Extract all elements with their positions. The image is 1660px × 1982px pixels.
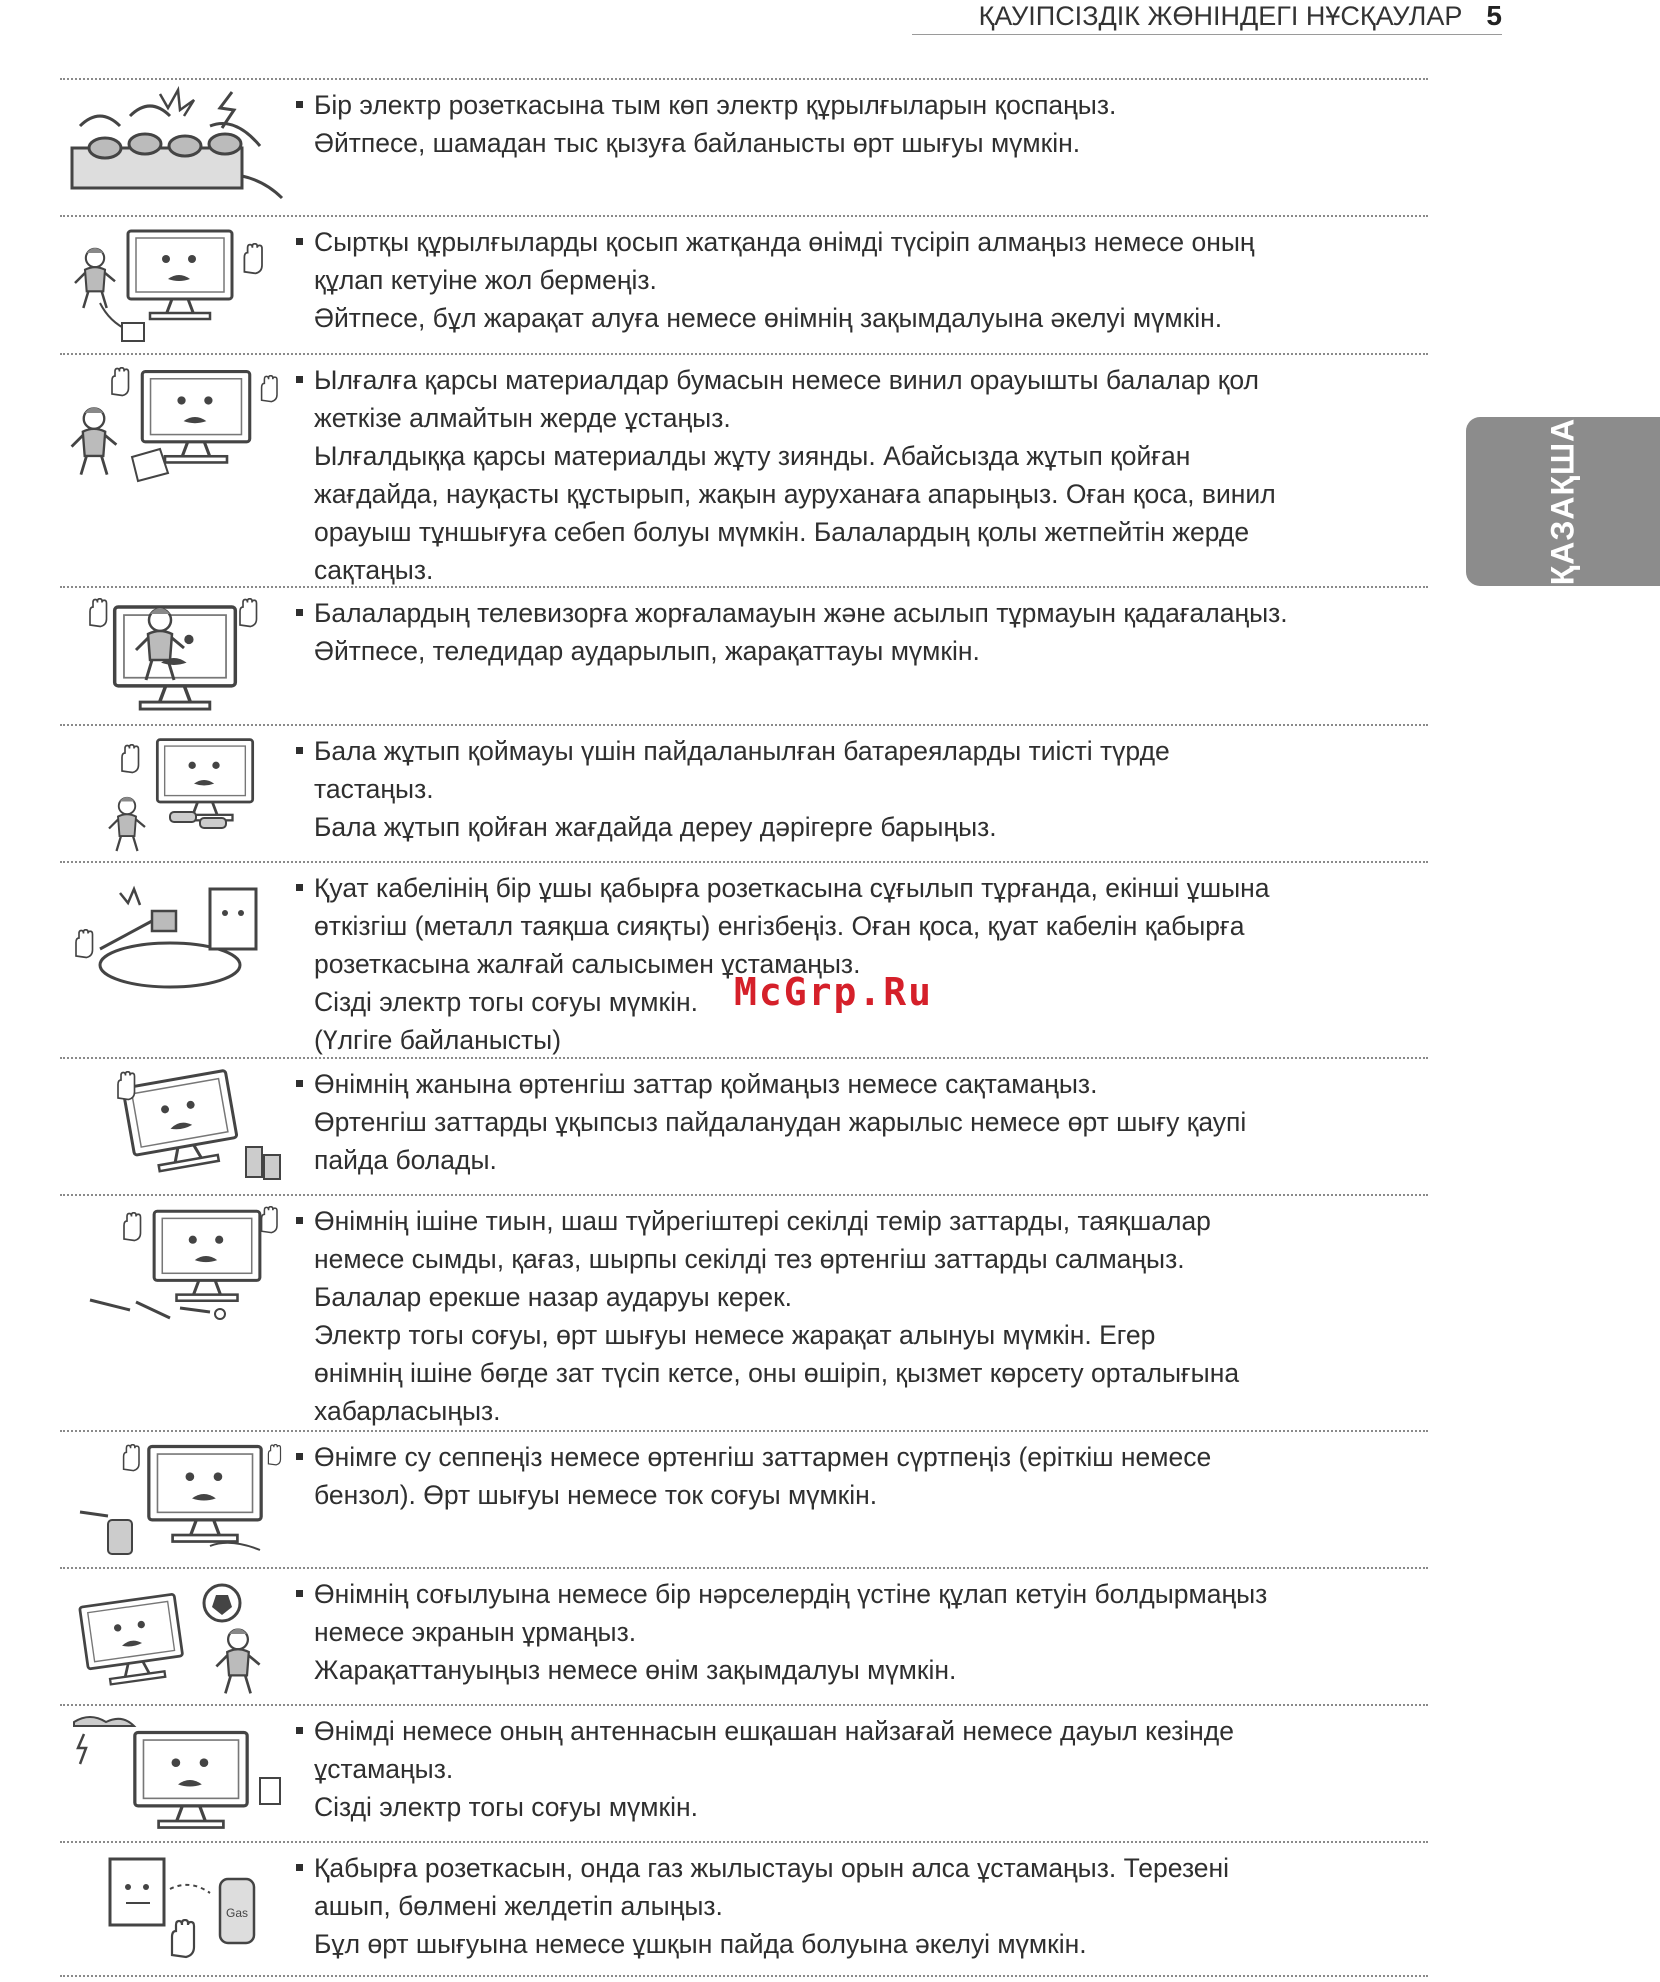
instruction-line: Ылғалдыққа қарсы материалды жұту зиянды. Абайсызда жұтып қойған: [314, 441, 1191, 471]
instruction-text: [314, 1202, 1424, 1430]
instruction-line: немесе сымды, қағаз, шырпы секілді тез өртенгіш заттарды салмаңыз.: [314, 1244, 1185, 1274]
instruction-line: сақтаңыз.: [314, 555, 434, 585]
instruction-line: Сізді электр тогы соғуы мүмкін.: [314, 1792, 699, 1822]
power-cable-conductor-illustration: [60, 869, 286, 993]
instruction-row: [60, 861, 1428, 1057]
instruction-line: хабарласыңыз.: [314, 1396, 501, 1426]
instruction-row: [60, 1704, 1428, 1841]
power-strip-overload-illustration: [60, 86, 286, 210]
instruction-line: Өнімді немесе оның антеннасын ешқашан найзағай немесе дауыл кезінде: [314, 1716, 1234, 1746]
instruction-text: [314, 1575, 1424, 1689]
flammable-materials-illustration: [60, 1065, 286, 1189]
instruction-line: Балалардың телевизорға жорғаламауын және асылып тұрмауын қадағалаңыз.: [314, 598, 1288, 628]
language-tab[interactable]: [1466, 417, 1660, 586]
instruction-text: [314, 1438, 1424, 1514]
header-rule: [912, 34, 1502, 35]
instruction-row: [60, 1567, 1428, 1704]
instruction-line: ұстамаңыз.: [314, 1754, 454, 1784]
instruction-row: [60, 1194, 1428, 1430]
watermark: McGrp.Ru: [734, 970, 934, 1014]
bullet-icon: [296, 1453, 303, 1460]
instruction-row: [60, 78, 1428, 215]
instruction-row: [60, 724, 1428, 861]
bullet-icon: [296, 101, 303, 108]
instruction-line: Электр тогы соғуы, өрт шығуы немесе жарақат алынуы мүмкін. Егер: [314, 1320, 1156, 1350]
tv-falling-illustration: [60, 223, 286, 347]
instruction-line: құлап кетуіне жол бермеңіз.: [314, 265, 657, 295]
child-climbing-tv-illustration: [60, 594, 286, 718]
child-batteries-illustration: [60, 732, 286, 856]
instruction-line: Әйтпесе, теледидар аударылып, жарақаттауы мүмкін.: [314, 636, 980, 666]
instruction-row: [60, 1841, 1428, 1977]
bullet-icon: [296, 238, 303, 245]
instruction-line: Жарақаттануыңыз немесе өнім зақымдалуы мүмкін.: [314, 1655, 957, 1685]
page-header: [979, 0, 1502, 32]
bullet-icon: [296, 609, 303, 616]
bullet-icon: [296, 1590, 303, 1597]
instruction-line: Өртенгіш заттарды ұқыпсыз пайдаланудан жарылыс немесе өрт шығу қаупі: [314, 1107, 1247, 1137]
instruction-line: Әйтпесе, шамадан тыс қызуға байланысты өрт шығуы мүмкін.: [314, 128, 1081, 158]
instruction-line: Бала жұтып қоймауы үшін пайдаланылған батареяларды тиісті түрде: [314, 736, 1170, 766]
instruction-text: [314, 86, 1424, 162]
instruction-line: тастаңыз.: [314, 774, 434, 804]
instruction-row: [60, 353, 1428, 586]
instruction-line: бензол). Өрт шығуы немесе ток соғуы мүмкін.: [314, 1480, 878, 1510]
instruction-line: орауыш тұншығуға себеп болуы мүмкін. Балалардың қолы жетпейтін жерде: [314, 517, 1250, 547]
safety-instructions-list: [60, 78, 1428, 1977]
instruction-line: розеткасына жалғай салысымен ұстамаңыз.: [314, 949, 861, 979]
instruction-line: Сізді электр тогы соғуы мүмкін.: [314, 987, 699, 1017]
instruction-line: Өнімнің соғылуына немесе бір нәрселердің үстіне құлап кетуін болдырмаңыз: [314, 1579, 1268, 1609]
instruction-line: (Үлгіге байланысты): [314, 1025, 562, 1055]
instruction-line: Қуат кабелінің бір ұшы қабырға розеткасына сұғылып тұрғанда, екінші ұшына: [314, 873, 1270, 903]
instruction-line: Бір электр розеткасына тым көп электр құрылғыларын қоспаңыз.: [314, 90, 1117, 120]
instruction-row: [60, 1057, 1428, 1194]
instruction-line: жеткізе алмайтын жерде ұстаңыз.: [314, 403, 731, 433]
instruction-row: [60, 215, 1428, 353]
instruction-text: [314, 869, 1424, 1059]
instruction-line: пайда болады.: [314, 1145, 497, 1175]
bullet-icon: [296, 747, 303, 754]
bullet-icon: [296, 376, 303, 383]
instruction-line: Өнімге су сеппеңіз немесе өртенгіш заттармен сүртпеңіз (еріткіш немесе: [314, 1442, 1212, 1472]
instruction-row: [60, 586, 1428, 724]
instruction-line: немесе экранын ұрмаңыз.: [314, 1617, 637, 1647]
lightning-storm-illustration: [60, 1712, 286, 1836]
child-packaging-illustration: [60, 361, 286, 491]
page-number: 5: [1486, 0, 1502, 31]
instruction-line: Өнімнің жанына өртенгіш заттар қоймаңыз немесе сақтамаңыз.: [314, 1069, 1098, 1099]
instruction-line: Бұл өрт шығуына немесе ұшқын пайда болуына әкелуі мүмкін.: [314, 1929, 1087, 1959]
impact-ball-illustration: [60, 1575, 286, 1699]
instruction-line: Қабырға розеткасын, онда газ жылыстауы орын алса ұстамаңыз. Терезені: [314, 1853, 1230, 1883]
bullet-icon: [296, 1217, 303, 1224]
instruction-text: [314, 1065, 1424, 1179]
bullet-icon: [296, 884, 303, 891]
gas-can-label: Gas: [225, 1906, 249, 1920]
instruction-line: Әйтпесе, бұл жарақат алуға немесе өнімнің зақымдалуына әкелуі мүмкін.: [314, 303, 1223, 333]
language-tab-label: ҚАЗАҚША: [1544, 417, 1581, 586]
bullet-icon: [296, 1080, 303, 1087]
instruction-row: [60, 1430, 1428, 1567]
instruction-line: өнімнің ішіне бөгде зат түсіп кетсе, оны өшіріп, қызмет көрсету орталығына: [314, 1358, 1240, 1388]
bullet-icon: [296, 1864, 303, 1871]
header-title: ҚАУІПСІЗДІК ЖӨНІНДЕГІ НҰСҚАУЛАР: [978, 0, 1463, 31]
instruction-line: өткізгіш (металл таяқша сияқты) енгізбеңіз. Оған қоса, қуат кабелін қабырға: [314, 911, 1245, 941]
instruction-text: [314, 361, 1424, 589]
instruction-line: Ылғалға қарсы материалдар бумасын немесе винил орауышты балалар қол: [314, 365, 1259, 395]
instruction-line: Бала жұтып қойған жағдайда дереу дәрігерге барыңыз.: [314, 812, 997, 842]
instruction-text: [314, 223, 1424, 337]
instruction-line: Өнімнің ішіне тиын, шаш түйрегіштері секілді темір заттарды, таяқшалар: [314, 1206, 1211, 1236]
instruction-text: [314, 1712, 1424, 1826]
instruction-line: Сыртқы құрылғыларды қосып жатқанда өнімді түсіріп алмаңыз немесе оның: [314, 227, 1255, 257]
foreign-objects-illustration: [60, 1202, 286, 1326]
bullet-icon: [296, 1727, 303, 1734]
instruction-line: ашып, бөлмені желдетіп алыңыз.: [314, 1891, 723, 1921]
instruction-text: [314, 1849, 1424, 1963]
instruction-text: [314, 594, 1424, 670]
water-spray-illustration: [60, 1438, 286, 1562]
instruction-line: Балалар ерекше назар аударуы керек.: [314, 1282, 793, 1312]
gas-leak-illustration: [60, 1849, 286, 1973]
instruction-line: жағдайда, науқасты құстырып, жақын ауруханаға апарыңыз. Оған қоса, винил: [314, 479, 1276, 509]
instruction-text: [314, 732, 1424, 846]
